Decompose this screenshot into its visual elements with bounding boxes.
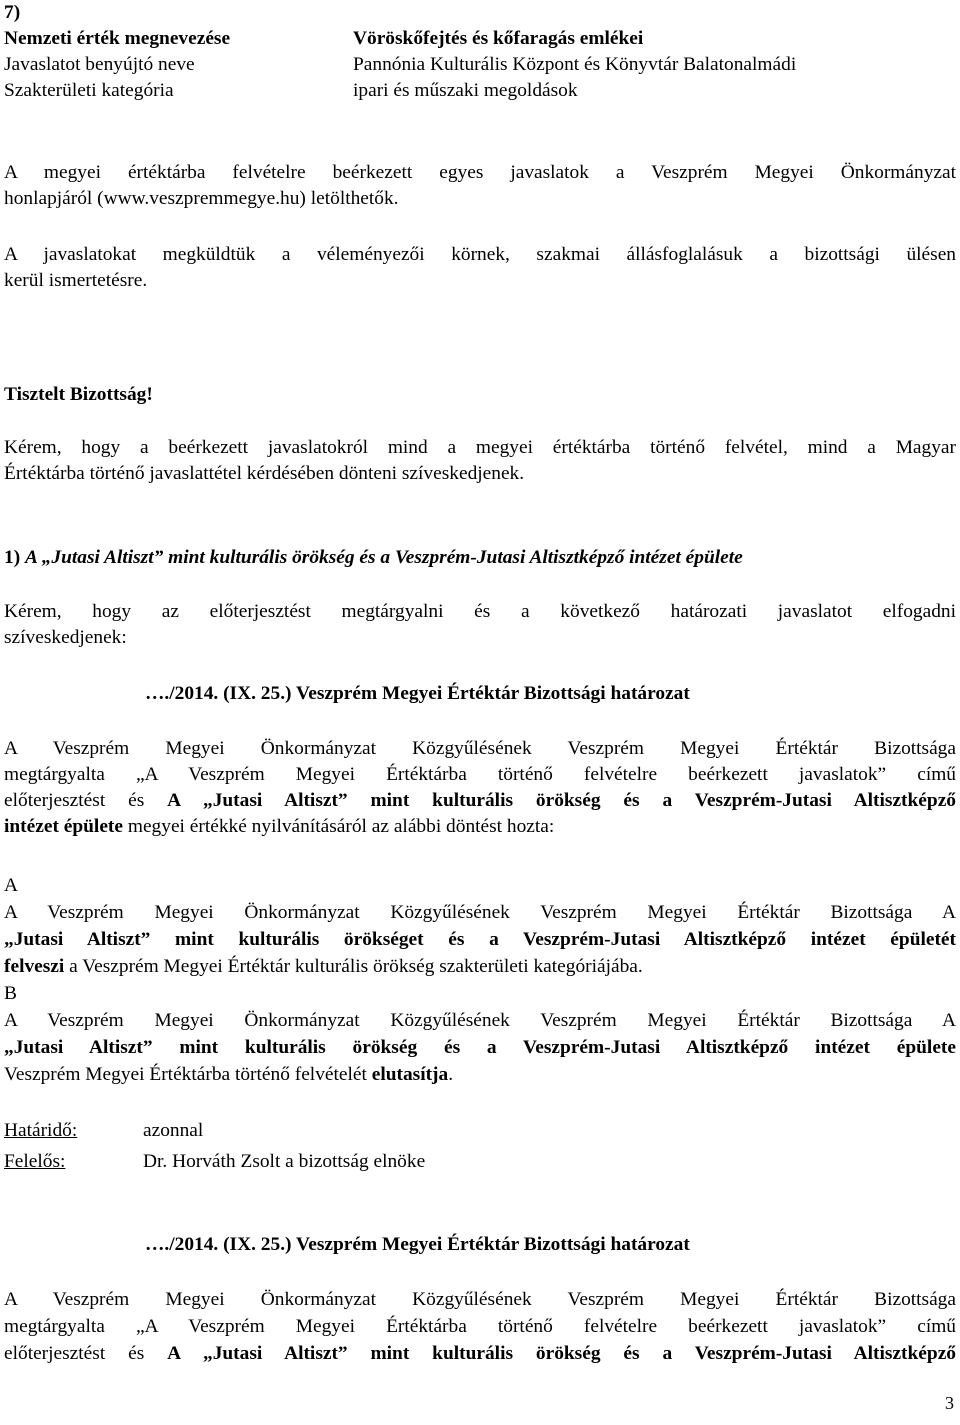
request-line: Értéktárba történő javaslattétel kérdésében dönteni szíveskedjenek. — [4, 463, 525, 484]
body-text: előterjesztést és — [4, 790, 145, 811]
resolution-body-line: A Veszprém Megyei Önkormányzat Közgyűlésének Veszprém Megyei Értéktár Bizottsága — [4, 1289, 956, 1310]
resolution-body-line: A Veszprém Megyei Önkormányzat Közgyűlésének Veszprém Megyei Értéktár Bizottsága — [4, 738, 956, 759]
option-b-line — [4, 1062, 956, 1088]
intro-paragraph-line: A javaslatokat megküldtük a véleményezői körnek, szakmai állásfoglalásuk a bizottsági ülésen — [4, 244, 956, 265]
ask-line: Kérem, hogy az előterjesztést megtárgyalni és a következő határozati javaslatot elfogadni — [4, 601, 956, 622]
deadline-value: azonnal — [143, 1120, 204, 1141]
item-number: 7) — [4, 2, 21, 23]
page-number: 3 — [945, 1393, 954, 1413]
item-heading-number: 1) — [4, 547, 21, 568]
body-bold-text: felveszi — [4, 956, 65, 977]
option-a-letter: A — [4, 875, 19, 896]
item-heading-title: A „Jutasi Altiszt” mint kulturális örökség és a Veszprém-Jutasi Altisztképző intézet épülete — [25, 547, 743, 568]
body-text: előterjesztést és — [4, 1343, 145, 1364]
resolution-body-line: megtárgyalta „A Veszprém Megyei Értéktárba történő felvételre beérkezett javaslatok” című — [4, 1316, 956, 1337]
body-bold-text: elutasítja — [371, 1064, 449, 1085]
body-text: . — [448, 1064, 454, 1085]
option-a-line: A Veszprém Megyei Önkormányzat Közgyűlésének Veszprém Megyei Értéktár Bizottsága A — [4, 902, 956, 923]
ask-line: szíveskedjenek: — [4, 627, 127, 648]
option-a-line: „Jutasi Altiszt” mint kulturális örökséget és a Veszprém-Jutasi Altisztképző intézet épületét — [4, 929, 956, 950]
resolution-title: …./2014. (IX. 25.) Veszprém Megyei Értéktár Bizottsági határozat — [145, 1234, 690, 1255]
option-b-line: „Jutasi Altiszt” mint kulturális örökség és a Veszprém-Jutasi Altisztképző intézet épülete — [4, 1037, 956, 1058]
responsible-label: Felelős: — [4, 1151, 66, 1172]
body-text: a Veszprém Megyei Értéktár kulturális örökség szakterületi kategóriájába. — [69, 956, 643, 977]
header-label: Nemzeti érték megnevezése — [4, 28, 231, 49]
body-bold-text: A „Jutasi Altiszt” mint kulturális örökség és a Veszprém-Jutasi Altisztképző — [167, 790, 956, 811]
intro-paragraph-line: kerül ismertetésre. — [4, 270, 148, 291]
header-value: Vöröskőfejtés és kőfaragás emlékei — [353, 28, 644, 49]
resolution-title: …./2014. (IX. 25.) Veszprém Megyei Értéktár Bizottsági határozat — [145, 683, 690, 704]
header-value: ipari és műszaki megoldások — [353, 80, 578, 101]
resolution-body-line: megtárgyalta „A Veszprém Megyei Értéktárba történő felvételre beérkezett javaslatok” című — [4, 764, 956, 785]
salutation: Tisztelt Bizottság! — [4, 384, 153, 405]
body-bold-text: A „Jutasi Altiszt” mint kulturális örökség és a Veszprém-Jutasi Altisztképző — [167, 1343, 956, 1364]
item-heading — [4, 545, 956, 571]
deadline-label: Határidő: — [4, 1120, 78, 1141]
body-text: megyei értékké nyilvánításáról az alábbi döntést hozta: — [127, 816, 555, 837]
header-value: Pannónia Kulturális Központ és Könyvtár Balatonalmádi — [353, 54, 797, 75]
body-bold-text: intézet épülete — [4, 816, 123, 837]
resolution-body-line — [4, 1341, 956, 1367]
body-text: Veszprém Megyei Értéktárba történő felvételét — [4, 1064, 367, 1085]
option-a-line — [4, 954, 956, 980]
request-line: Kérem, hogy a beérkezett javaslatokról mind a megyei értéktárba történő felvétel, mind a Magyar — [4, 437, 956, 458]
option-b-letter: B — [4, 983, 17, 1004]
option-b-line: A Veszprém Megyei Önkormányzat Közgyűlésének Veszprém Megyei Értéktár Bizottsága A — [4, 1010, 956, 1031]
header-label: Javaslatot benyújtó neve — [4, 54, 195, 75]
resolution-body-line — [4, 814, 956, 840]
resolution-body-line — [4, 788, 956, 814]
intro-paragraph-line: A megyei értéktárba felvételre beérkezett egyes javaslatok a Veszprém Megyei Önkormányzat — [4, 162, 956, 183]
header-label: Szakterületi kategória — [4, 80, 174, 101]
intro-paragraph-line: honlapjáról (www.veszpremmegye.hu) letölthetők. — [4, 188, 399, 209]
responsible-value: Dr. Horváth Zsolt a bizottság elnöke — [143, 1151, 426, 1172]
